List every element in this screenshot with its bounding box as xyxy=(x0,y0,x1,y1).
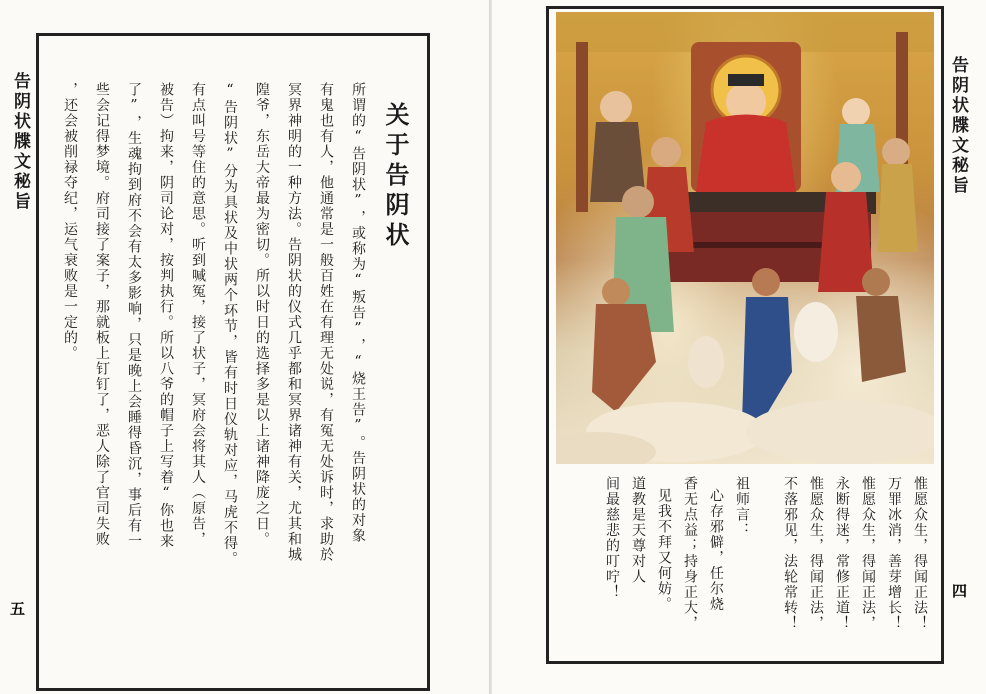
verse-column: 心存邪僻，任尔烧 xyxy=(708,488,724,612)
body-column: 些会记得梦境。府司接了案子，那就板上钉钉了，恶人除了官司失败 xyxy=(94,82,110,547)
body-column: ，还会被削禄夺纪，运气衰败是一定的。 xyxy=(62,82,78,361)
verse-column: 万罪冰消，善芽增长！ xyxy=(886,476,902,631)
verse-column: 永断得迷，常修正道！ xyxy=(834,476,850,631)
left-side-title: 告阴状牒文秘旨 xyxy=(10,72,30,212)
verse-column: 香无点益；持身正大， xyxy=(682,476,698,631)
temple-court-painting xyxy=(556,12,934,464)
verse-column: 见我不拜又何妨。 xyxy=(656,488,672,612)
body-column: 所谓的“告阴状”，或称为“叛告”，“烧王告”。告阴状的对象 xyxy=(350,82,366,544)
body-column: 隍爷，东岳大帝最为密切。所以时日的选择多是以上诸神降庞之日。 xyxy=(254,82,270,547)
verse-column: 不落邪见，法轮常转！ xyxy=(782,476,798,631)
verse-column: 道教是天尊对人 xyxy=(630,476,646,585)
right-page-number: 四 xyxy=(952,582,968,600)
page-heading: 关于告阴状 xyxy=(381,102,410,252)
verse-column: 惟愿众生，得闻正法， xyxy=(860,476,876,631)
verse-column: 惟愿众生，得闻正法， xyxy=(808,476,824,631)
verse-column: 惟愿众生，得闻正法！ xyxy=(912,476,928,631)
body-column: “告阴状”分为具状及中状两个环节，皆有时日仪轨对应，马虎不得。 xyxy=(222,82,238,567)
body-column: 冥界神明的一种方法。告阴状的仪式几乎都和冥界诸神有关，尤其和城 xyxy=(286,82,302,563)
body-column: 有点叫号等住的意思。听到喊冤，接了状子，冥府会将其人（原告， xyxy=(190,82,206,547)
body-column: 有鬼也有人，他通常是一般百姓在有理无处说，有冤无处诉时，求助於 xyxy=(318,82,334,563)
body-column: 了”，生魂拘到府不会有太多影响，只是晚上会睡得昏沉，事后有一 xyxy=(126,82,142,549)
painting-artwork xyxy=(556,12,934,464)
body-column: 被告）拘来，阴司论对，按判执行。所以八爷的帽子上写着“你也来 xyxy=(158,82,174,549)
right-side-title: 告阴状牒文秘旨 xyxy=(948,56,968,196)
left-page-number: 五 xyxy=(10,600,26,618)
verse-column: 祖师言： xyxy=(734,476,750,538)
verse-column: 间最慈悲的叮咛！ xyxy=(604,476,620,600)
